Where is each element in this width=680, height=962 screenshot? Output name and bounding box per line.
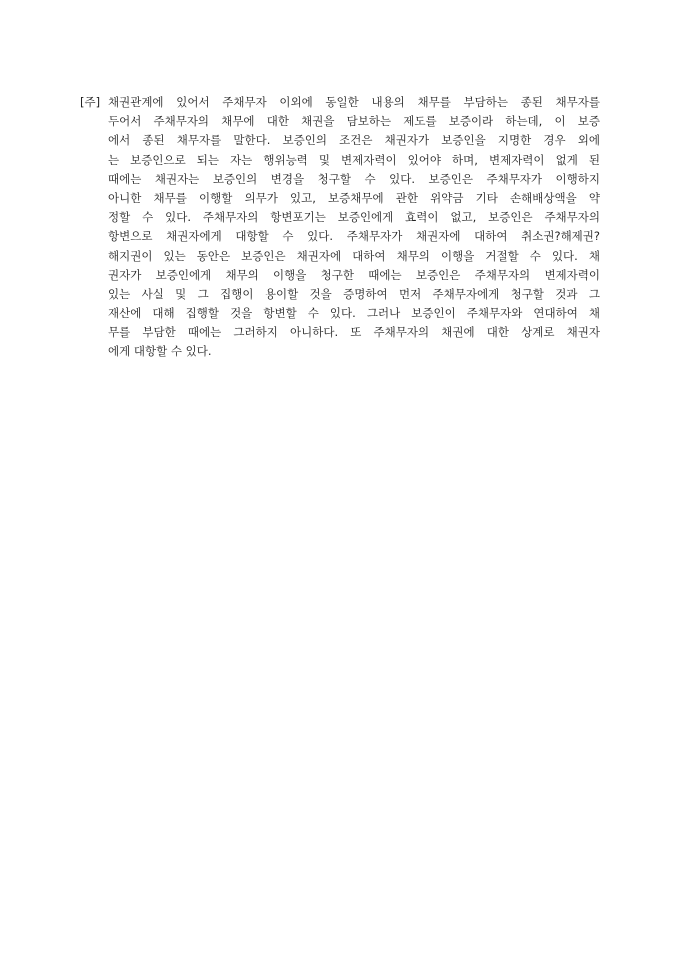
note-line [80,112,600,131]
note-marker: [주] [80,95,101,109]
note-line-text: 채권관계에 있어서 주채무자 이외에 동일한 내용의 채무를 부담하는 종된 채무자를 [108,95,600,109]
note-line-text: 정할 수 있다. 주채무자의 항변포기는 보증인에게 효력이 없고, 보증인은 주채무자의 [108,210,600,225]
note-line [80,266,600,285]
note-line-text: 에게 대항할 수 있다. [108,344,212,359]
note-line-text: 에서 종된 채무자를 말한다. 보증인의 조건은 채권자가 보증인을 지명한 경우 외에 [108,133,600,148]
note-line [80,323,600,342]
note-line [80,285,600,304]
note-line-text: 때에는 채권자는 보증인의 변경을 청구할 수 있다. 보증인은 주채무자가 이행하지 [108,171,600,186]
note-line-text: 있는 사실 및 그 집행이 용이할 것을 증명하여 먼저 주채무자에게 청구할 것과 그 [108,286,600,301]
note-line [80,131,600,150]
note-line [80,247,600,266]
note-line-text: 재산에 대해 집행할 것을 항변할 수 있다. 그러나 보증인이 주채무자와 연대하여 채 [108,306,600,321]
note-line-text: 아니한 채무를 이행할 의무가 있고, 보증채무에 관한 위약금 기타 손해배상액을 약 [108,190,600,205]
note-line [80,227,600,246]
note-line-last [80,342,600,361]
note-line [80,170,600,189]
note-line-text: 무를 부담한 때에는 그러하지 아니하다. 또 주채무자의 채권에 대한 상계로 채권자 [108,325,600,340]
note-line-text: 는 보증인으로 되는 자는 행위능력 및 변제자력이 있어야 하며, 변제자력이 없게 된 [108,152,600,167]
note-line [80,189,600,208]
note-line [80,304,600,323]
note-line [80,93,600,112]
note-line-text: 두어서 주채무자의 채무에 대한 채권을 담보하는 제도를 보증이라 하는데, 이 보증 [108,114,600,129]
note-line-text: 해지권이 있는 동안은 보증인은 채권자에 대하여 채무의 이행을 거절할 수 있다. 채 [108,248,600,263]
note-line-text: 권자가 보증인에게 채무의 이행을 청구한 때에는 보증인은 주채무자의 변제자력이 [108,267,600,282]
footnote-block [80,93,600,362]
note-line [80,208,600,227]
note-line-text: 항변으로 채권자에게 대항할 수 있다. 주채무자가 채권자에 대하여 취소권?해제권? [108,229,600,244]
note-line [80,151,600,170]
